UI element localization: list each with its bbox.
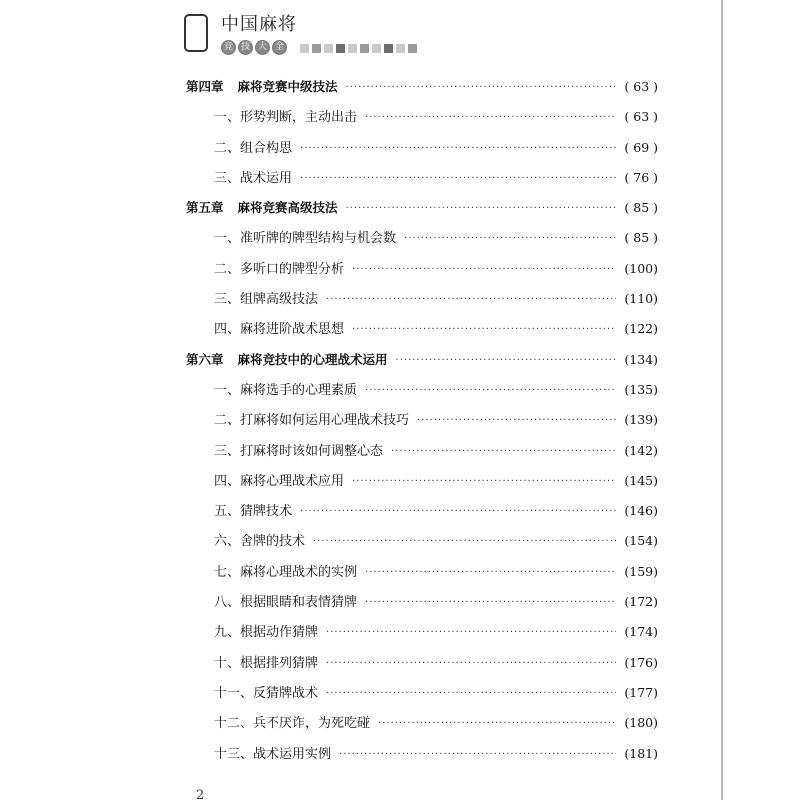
toc-entry-label bbox=[214, 409, 409, 433]
subtitle-char: 技 bbox=[238, 40, 253, 55]
decorative-square bbox=[408, 44, 417, 53]
toc-section-entry[interactable] bbox=[186, 711, 658, 741]
toc-entry-label bbox=[214, 561, 357, 585]
toc-section-entry[interactable] bbox=[186, 287, 658, 317]
decorative-square bbox=[300, 44, 309, 53]
toc-section-entry[interactable] bbox=[186, 529, 658, 559]
section-title: 十一、反猜牌战术 bbox=[214, 685, 319, 701]
dot-leader bbox=[365, 106, 616, 130]
toc-page-number: (122) bbox=[624, 321, 658, 337]
table-of-contents bbox=[186, 75, 658, 772]
toc-entry-label bbox=[214, 712, 370, 736]
dot-leader bbox=[346, 197, 616, 221]
section-title: 十三、战术运用实例 bbox=[214, 746, 332, 762]
toc-page-number: (177) bbox=[624, 684, 658, 700]
section-title: 二、组合构思 bbox=[214, 140, 293, 156]
toc-page-number: ( 76 ) bbox=[624, 169, 658, 185]
dot-leader bbox=[378, 712, 616, 736]
toc-section-entry[interactable] bbox=[186, 317, 658, 347]
section-title: 一、麻将选手的心理素质 bbox=[214, 382, 358, 398]
dot-leader bbox=[326, 288, 616, 312]
subtitle-char: 大 bbox=[255, 40, 270, 55]
chapter-number: 第六章 bbox=[186, 351, 224, 367]
section-title: 五、猜牌技术 bbox=[214, 504, 293, 520]
toc-section-entry[interactable] bbox=[186, 620, 658, 650]
toc-page-number: (145) bbox=[624, 472, 658, 488]
section-title: 一、准听牌的牌型结构与机会数 bbox=[214, 231, 397, 247]
decorative-square bbox=[384, 44, 393, 53]
toc-page-number: (172) bbox=[624, 594, 658, 610]
chapter-number: 第五章 bbox=[186, 200, 224, 216]
running-header bbox=[184, 14, 414, 60]
section-title: 二、多听口的牌型分析 bbox=[214, 261, 345, 277]
toc-section-entry[interactable] bbox=[186, 681, 658, 711]
page-number: 2 bbox=[196, 788, 205, 803]
toc-chapter-entry[interactable] bbox=[186, 196, 658, 226]
toc-entry-label bbox=[214, 470, 344, 494]
toc-entry-label bbox=[186, 348, 388, 372]
dot-leader bbox=[300, 167, 616, 191]
toc-entry-label bbox=[214, 652, 318, 676]
chapter-title: 麻将竞技中的心理战术运用 bbox=[237, 351, 388, 367]
toc-page-number: (176) bbox=[624, 654, 658, 670]
section-title: 三、组牌高级技法 bbox=[214, 292, 319, 308]
toc-section-entry[interactable] bbox=[186, 166, 658, 196]
toc-page-number: ( 85 ) bbox=[624, 230, 658, 246]
chapter-number: 第四章 bbox=[186, 79, 224, 94]
toc-chapter-entry[interactable] bbox=[186, 348, 658, 378]
toc-entry-label bbox=[214, 621, 318, 645]
toc-entry-label bbox=[186, 196, 338, 220]
section-title: 一、形势判断，主动出击 bbox=[214, 110, 358, 126]
dot-leader bbox=[326, 682, 616, 706]
toc-section-entry[interactable] bbox=[186, 226, 658, 256]
chapter-title: 麻将竞赛高级技法 bbox=[237, 200, 338, 216]
dot-leader bbox=[396, 349, 616, 373]
toc-page-number: (142) bbox=[624, 442, 658, 458]
toc-page-number: ( 85 ) bbox=[624, 200, 658, 216]
toc-section-entry[interactable] bbox=[186, 499, 658, 529]
subtitle-char: 竞 bbox=[221, 40, 236, 55]
section-title: 三、打麻将时该如何调整心态 bbox=[214, 443, 384, 459]
toc-section-entry[interactable] bbox=[186, 590, 658, 620]
toc-page-number: (135) bbox=[624, 381, 658, 397]
dot-leader bbox=[300, 500, 616, 524]
book-subtitle bbox=[221, 40, 287, 55]
decorative-square bbox=[336, 44, 345, 53]
toc-page-number: (180) bbox=[624, 715, 658, 731]
toc-entry-label bbox=[214, 743, 331, 767]
toc-page-number: ( 69 ) bbox=[624, 139, 658, 155]
toc-chapter-entry[interactable] bbox=[186, 75, 658, 105]
toc-entry-label bbox=[214, 106, 357, 130]
dot-leader bbox=[313, 530, 616, 554]
toc-entry-label bbox=[214, 227, 396, 251]
decorative-square bbox=[312, 44, 321, 53]
dot-leader bbox=[365, 379, 616, 403]
section-title: 三、战术运用 bbox=[214, 170, 293, 186]
toc-page-number: (100) bbox=[624, 260, 658, 276]
subtitle-char: 全 bbox=[272, 40, 287, 55]
dot-leader bbox=[346, 76, 616, 100]
toc-section-entry[interactable] bbox=[186, 439, 658, 469]
toc-entry-label bbox=[214, 500, 292, 524]
dot-leader bbox=[352, 470, 616, 494]
toc-page-number: (146) bbox=[624, 503, 658, 519]
dot-leader bbox=[365, 561, 616, 585]
dot-leader bbox=[326, 621, 616, 645]
section-title: 四、麻将进阶战术思想 bbox=[214, 322, 345, 338]
decorative-square bbox=[396, 44, 405, 53]
dot-leader bbox=[352, 258, 616, 282]
toc-entry-label bbox=[186, 75, 338, 99]
toc-page-number: (159) bbox=[624, 563, 658, 579]
toc-section-entry[interactable] bbox=[186, 651, 658, 681]
section-title: 二、打麻将如何运用心理战术技巧 bbox=[214, 413, 410, 429]
toc-entry-label bbox=[214, 167, 292, 191]
toc-section-entry[interactable] bbox=[186, 378, 658, 408]
toc-section-entry[interactable] bbox=[186, 136, 658, 166]
dot-leader bbox=[365, 591, 616, 615]
toc-page-number: (154) bbox=[624, 533, 658, 549]
dot-leader bbox=[417, 409, 616, 433]
dot-leader bbox=[391, 440, 616, 464]
section-title: 十、根据排列猜牌 bbox=[214, 655, 319, 671]
toc-entry-label bbox=[214, 530, 305, 554]
dot-leader bbox=[300, 137, 616, 161]
book-title: 中国麻将 bbox=[221, 14, 297, 35]
dot-leader bbox=[352, 318, 616, 342]
decorative-squares bbox=[300, 44, 417, 53]
decorative-square bbox=[324, 44, 333, 53]
toc-section-entry[interactable] bbox=[186, 408, 658, 438]
chapter-title: 麻将竞赛中级技法 bbox=[237, 79, 338, 94]
toc-page-number: (174) bbox=[624, 624, 658, 640]
dot-leader bbox=[404, 227, 616, 251]
toc-entry-label bbox=[214, 591, 357, 615]
toc-page-number: (134) bbox=[624, 351, 658, 367]
toc-entry-label bbox=[214, 379, 357, 403]
toc-entry-label bbox=[214, 288, 318, 312]
decorative-square bbox=[348, 44, 357, 53]
toc-page-number: (181) bbox=[624, 745, 658, 761]
page-spine-edge bbox=[721, 0, 723, 800]
dot-leader bbox=[326, 652, 616, 676]
toc-page-number: ( 63 ) bbox=[624, 109, 658, 125]
toc-section-entry[interactable] bbox=[186, 742, 658, 772]
toc-entry-label bbox=[214, 318, 344, 342]
section-title: 四、麻将心理战术应用 bbox=[214, 473, 345, 489]
toc-entry-label bbox=[214, 258, 344, 282]
section-title: 九、根据动作猜牌 bbox=[214, 625, 319, 641]
toc-section-entry[interactable] bbox=[186, 469, 658, 499]
toc-page-number: (139) bbox=[624, 412, 658, 428]
section-title: 六、舍牌的技术 bbox=[214, 534, 306, 550]
toc-entry-label bbox=[214, 440, 383, 464]
toc-entry-label bbox=[214, 137, 292, 161]
section-title: 八、根据眼睛和表情猜牌 bbox=[214, 595, 358, 611]
toc-section-entry[interactable] bbox=[186, 105, 658, 135]
section-title: 七、麻将心理战术的实例 bbox=[214, 564, 358, 580]
decorative-square bbox=[372, 44, 381, 53]
toc-page-number: (110) bbox=[624, 291, 658, 307]
section-title: 十二、兵不厌诈，为死吃碰 bbox=[214, 716, 371, 732]
toc-entry-label bbox=[214, 682, 318, 706]
dot-leader bbox=[339, 743, 616, 767]
toc-section-entry[interactable] bbox=[186, 257, 658, 287]
toc-page-number: ( 63 ) bbox=[624, 79, 658, 94]
header-frame-icon bbox=[184, 14, 208, 52]
toc-section-entry[interactable] bbox=[186, 560, 658, 590]
decorative-square bbox=[360, 44, 369, 53]
